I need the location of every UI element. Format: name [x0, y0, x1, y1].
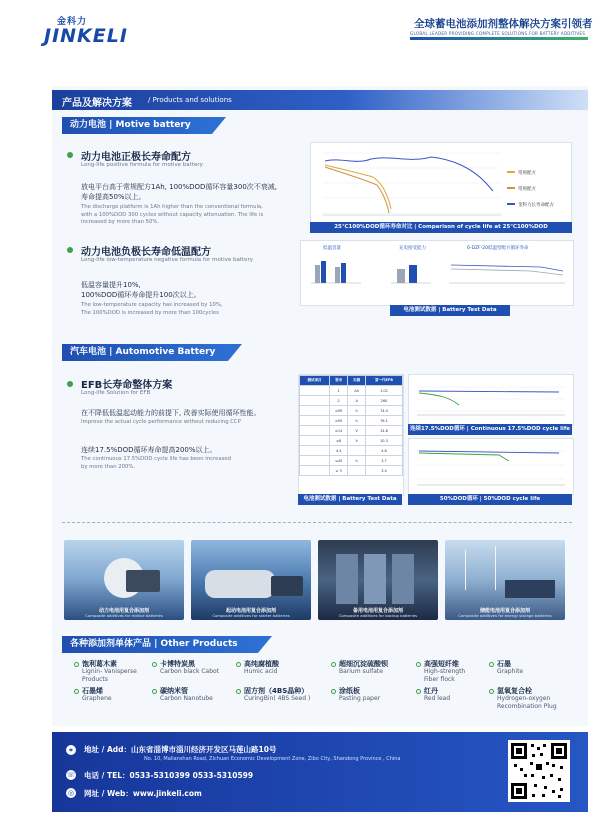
product-english: Fiber flock	[424, 675, 455, 683]
continuous-cycle-caption: 连续17.5%DOD循环 | Continuous 17.5%DOD cycle life	[408, 424, 572, 435]
chart-title-cycle-life: 6-DZF-20低温型配方循环寿命	[467, 246, 529, 251]
product-bullet-icon	[489, 662, 494, 667]
phone-icon: ☏	[66, 771, 76, 779]
product-bullet-icon	[331, 689, 336, 694]
product-bullet-icon	[416, 662, 421, 667]
website-link[interactable]: 网址 / Web：www.jinkeli.com	[84, 789, 202, 798]
divider	[62, 522, 572, 523]
legend-item: 金科力长寿命配方	[518, 203, 554, 208]
slogan: 全球蓄电池添加剂整体解决方案引领者	[414, 18, 593, 30]
table-row: 2 A 260	[300, 396, 403, 406]
table-caption: 电池测试数据 | Battery Test Data	[298, 494, 402, 505]
photo-caption-en: Composite additives for energy storage batteries	[458, 613, 552, 618]
product-name: 红丹	[424, 687, 438, 695]
dod50-cycle-caption: 50%DOD循环 | 50%DOD cycle life	[408, 494, 572, 505]
pos-desc-en-2: with a 100%DOD 300 cycles without capacity attenuation. The life is	[81, 211, 264, 218]
legend-item: 常规配方	[518, 171, 536, 176]
table-row: ≥8 V 10.3	[300, 436, 403, 446]
product-bullet-icon	[152, 689, 157, 694]
qr-code-pattern	[508, 740, 570, 802]
chart-title-charge-acceptance: 充电接受能力	[399, 246, 426, 251]
neg-desc-cn-2: 100%DOD循环寿命提升100次以上。	[81, 291, 201, 299]
neg-formula-subtitle: Long-life low-temperature negative formula for motive battery	[81, 257, 254, 263]
section-header	[52, 90, 588, 110]
pos-desc-cn-1: 放电平台高于常规配方1Ah, 100%DOD循环容量300次不衰减,	[81, 183, 278, 191]
product-bullet-icon	[236, 662, 241, 667]
table-row: ≤40 h 3.7	[300, 456, 403, 466]
pos-desc-cn-2: 寿命提高50%以上。	[81, 193, 146, 201]
product-name: 超细沉淀硫酸钡	[339, 660, 388, 668]
product-bullet-icon	[489, 689, 494, 694]
product-name: 高纯腐植酸	[244, 660, 279, 668]
battery-test-charts	[300, 240, 574, 306]
logo-chinese: 金科力	[57, 17, 88, 27]
efb-desc-2-cn: 连续17.5%DOD循环寿命提高200%以上。	[81, 446, 217, 454]
slogan-english: GLOBAL LEADER PROVIDING COMPLETE SOLUTIONS FOR BATTERY ADDITIVES	[410, 31, 586, 36]
product-english: Barium sulfate	[339, 668, 383, 675]
product-bullet-icon	[74, 662, 79, 667]
photo-caption-en: Composite additives for starter batteries	[212, 613, 290, 618]
battery-test-plots	[301, 241, 573, 305]
category-motive-battery: 动力电池 | Motive battery	[62, 117, 212, 134]
location-icon: ⌖	[66, 745, 76, 755]
photo-caption-en: Composite additives for backup batteries	[338, 613, 418, 618]
product-english: High-strength	[424, 668, 466, 675]
dod50-cycle-chart	[408, 438, 574, 495]
table-row: ≥14 V 14.8	[300, 426, 403, 436]
product-english: Recombination Plug	[497, 702, 557, 710]
section-title: 产品及解决方案	[62, 98, 132, 109]
table-header: 要求	[330, 376, 348, 386]
product-bullet-icon	[331, 662, 336, 667]
efb-desc-1-en: Improve the actual cycle performance without reducing CCP	[81, 419, 241, 425]
address: 地址 / Add：山东省淄博市淄川经济开发区马莲山路10号	[84, 745, 277, 754]
logo: JINKELI	[44, 25, 128, 47]
photo-caption-cn: 备用电池用复合添加剂	[352, 608, 403, 614]
telephone: 电话 / TEL：0533-5310399 0533-5310599	[84, 771, 254, 780]
bullet-icon	[67, 381, 73, 387]
product-english: Humic acid	[244, 668, 278, 675]
table-row: ≥ 3 3.4	[300, 466, 403, 476]
battery-test-caption: 电池测试数据 | Battery Test Data	[390, 305, 510, 316]
table-header: 第一代EFB	[365, 376, 402, 386]
product-english: Carbon black Cabot	[160, 668, 220, 675]
product-english: CuringBin( 4BS Seed )	[244, 695, 311, 702]
product-english: Pasting paper	[339, 695, 381, 702]
product-name: 固方剂（4BS晶种）	[244, 687, 309, 695]
table-header: 实测	[348, 376, 366, 386]
product-english: Carbon Nanotube	[160, 695, 213, 702]
bullet-icon	[67, 247, 73, 253]
product-english: Graphene	[82, 695, 112, 702]
photo-caption-cn: 动力电池用复合添加剂	[98, 608, 149, 614]
chart-title-low-temp: 低温容量	[323, 246, 341, 251]
product-english: Products	[82, 675, 108, 683]
battery-test-table	[299, 375, 403, 476]
pos-formula-title: 动力电池正极长寿命配方	[81, 152, 191, 163]
neg-desc-cn-1: 低温容量提升10%,	[81, 281, 141, 289]
bullet-icon	[67, 152, 73, 158]
product-name: 高强短纤维	[424, 660, 459, 668]
cycle-life-chart	[310, 142, 572, 224]
product-bullet-icon	[416, 689, 421, 694]
continuous-cycle-plot	[409, 375, 573, 425]
photo-caption-cn: 起动电池用复合添加剂	[225, 608, 276, 614]
efb-title: EFB长寿命整体方案	[81, 380, 173, 391]
category-other-products: 各种添加剂单体产品 | Other Products	[62, 636, 258, 653]
battery-test-table-box	[298, 374, 404, 496]
legend-item: 常规配方	[518, 187, 536, 192]
table-row: 1 Ah 1.02	[300, 386, 403, 396]
product-name: 石墨烯	[82, 687, 103, 695]
product-name: 饱利葛木素	[82, 660, 117, 668]
product-name: 石墨	[497, 660, 511, 668]
product-english: Lignin- Vanisperse	[82, 668, 137, 675]
product-bullet-icon	[236, 689, 241, 694]
efb-desc-1-cn: 在不降低低温起动能力的前提下, 改善实际使用循环性能。	[81, 409, 261, 417]
efb-desc-2-en-2: by more than 200%.	[81, 463, 136, 470]
qr-code	[508, 740, 570, 802]
efb-desc-2-en-1: The continuous 17.5%DOD cycle life has been increased	[81, 456, 231, 462]
product-name: 卡博特炭黑	[160, 660, 195, 668]
address-english: No. 10, Malianshan Road, Zichuan Economic Development Zone, Zibo City, Shandong Province , China	[144, 756, 401, 762]
product-english: Red lead	[424, 695, 451, 702]
product-english: Hydrogen-oxygen	[497, 695, 551, 702]
product-name: 涂纸板	[339, 687, 360, 695]
product-name: 氢氧复合栓	[497, 687, 532, 695]
pos-desc-en-1: The discharge platform is 1Ah higher than the conventional formula,	[81, 204, 263, 210]
continuous-cycle-chart	[408, 374, 574, 426]
section-subtitle: / Products and solutions	[148, 95, 232, 104]
table-row: ≥90 h 76.1	[300, 416, 403, 426]
product-english: Graphite	[497, 668, 524, 675]
dod50-cycle-plot	[409, 439, 573, 494]
table-header: 测试项目	[300, 376, 330, 386]
table-row: ≥90 h 74.0	[300, 406, 403, 416]
neg-formula-title: 动力电池负极长寿命低温配方	[81, 247, 211, 258]
product-bullet-icon	[74, 689, 79, 694]
photo-caption-cn: 储能电池用复合添加剂	[479, 608, 530, 614]
cycle-life-caption: 25℃100%DOD循环寿命对比 | Comparison of cycle life at 25℃100%DOD	[310, 222, 572, 233]
category-automotive-battery: 汽车电池 | Automotive Battery	[62, 344, 228, 361]
product-bullet-icon	[152, 662, 157, 667]
cycle-life-plot	[311, 143, 571, 223]
efb-subtitle: Long-life Solution for EFB	[81, 390, 151, 396]
pos-formula-subtitle: Long-life positive formula for motive battery	[81, 162, 203, 168]
product-name: 碳纳米管	[160, 687, 188, 695]
neg-desc-en-2: The 100%DOD is increased by more than 100cycles	[81, 309, 219, 316]
pos-desc-en-3: increased by more than 50%.	[81, 219, 160, 225]
photo-caption-en: Composite additives for motive batteries	[85, 613, 163, 618]
table-row: 4.4 4.8	[300, 446, 403, 456]
globe-icon: ◎	[67, 789, 75, 797]
neg-desc-en-1: The low-temperature capacity has increased by 10%,	[81, 302, 223, 308]
slogan-underline	[410, 37, 588, 40]
